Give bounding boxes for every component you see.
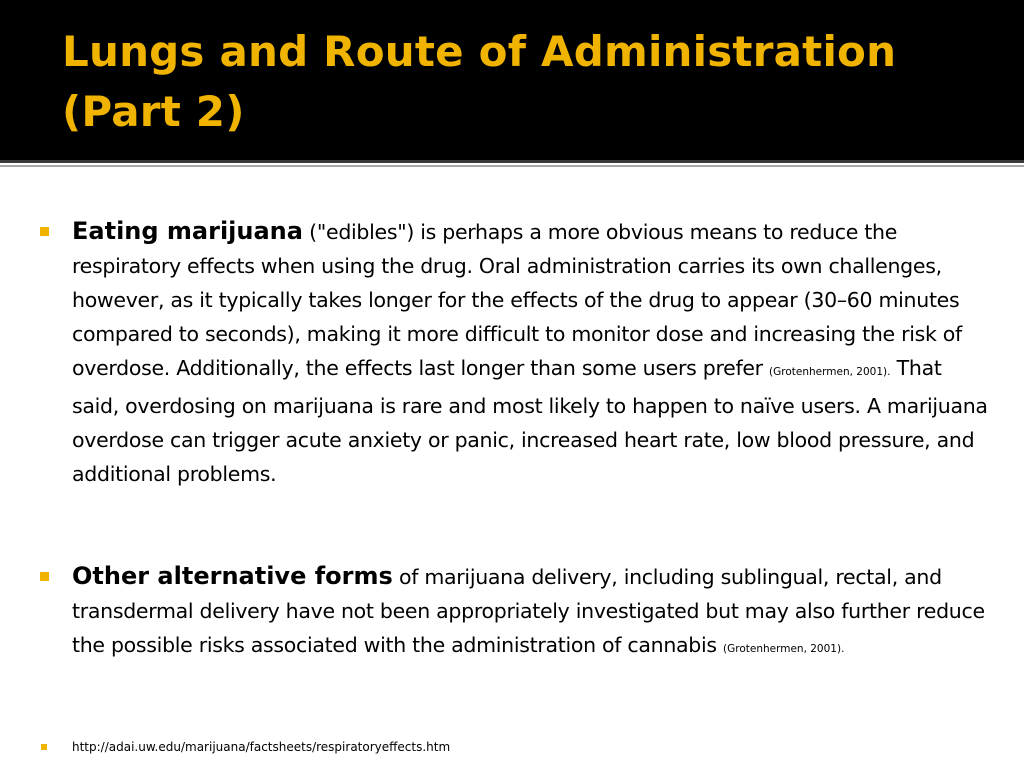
slide-title: Lungs and Route of Administration (Part 2): [62, 27, 897, 136]
bullet-text: of marijuana delivery, including sublingual, rectal, and transdermal delivery have not been appropriately investigated but may also further reduce the possible risks associated with the administration of cannabis: [72, 565, 985, 657]
bullet-source-link: [72, 738, 992, 756]
bullet-marker: [41, 744, 47, 750]
bullet-marker: [40, 572, 49, 581]
citation: (Grotenhermen, 2001).: [723, 643, 845, 655]
bullet-text-continued: That said, overdosing on marijuana is rare and most likely to happen to naïve users. A marijuana overdose can trigger acute anxiety or panic, increased heart rate, low blood pressure, and additional problems.: [72, 356, 988, 486]
bullet-other-alternative-forms: [72, 559, 992, 666]
bullet-eating-marijuana: [72, 214, 992, 491]
source-link[interactable]: http://adai.uw.edu/marijuana/factsheets/respiratoryeffects.htm: [72, 740, 451, 754]
bullet-lead: Eating marijuana: [72, 217, 303, 245]
citation: (Grotenhermen, 2001).: [769, 366, 891, 378]
bullet-marker: [40, 227, 49, 236]
bullet-text: ("edibles") is perhaps a more obvious means to reduce the respiratory effects when using the drug. Oral administration carries its own challenges, however, as it typically takes longer for the effects of the drug to appear (30–60 minutes compared to seconds), making it more difficult to monitor dose and increasing the risk of overdose. Additionally, the effects last longer than some users prefer: [72, 220, 962, 380]
bullet-lead: Other alternative forms: [72, 562, 393, 590]
